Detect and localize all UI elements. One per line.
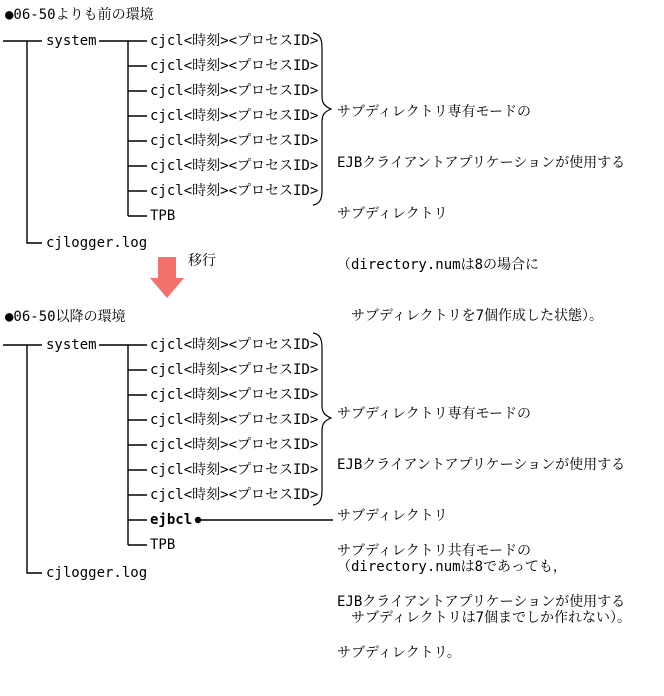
- before-subdir-label: cjcl<時刻><プロセスID>: [150, 33, 319, 49]
- before-tpb-label: TPB: [150, 208, 176, 224]
- after-subdir-label: cjcl<時刻><プロセスID>: [150, 487, 319, 503]
- ejbcl-connector-dot: [195, 517, 201, 523]
- migration-label: 移行: [188, 253, 216, 269]
- after-subdir-label: cjcl<時刻><プロセスID>: [150, 437, 319, 453]
- before-subdir-label: cjcl<時刻><プロセスID>: [150, 58, 319, 74]
- annotation-line: サブディレクトリ専有モードの: [337, 104, 532, 120]
- before-annotation: [337, 70, 625, 359]
- after-log-label: cjlogger.log: [46, 565, 148, 581]
- annotation-line: サブディレクトリ。: [337, 645, 461, 661]
- annotation-line: （directory.numは8であっても，: [337, 559, 567, 575]
- annotation-line: サブディレクトリ共有モードの: [337, 543, 532, 559]
- before-subdir-label: cjcl<時刻><プロセスID>: [150, 83, 319, 99]
- after-tree-lines: [3, 345, 147, 573]
- before-title: ●06-50よりも前の環境: [5, 7, 154, 23]
- after-annotation-shared: [337, 509, 625, 696]
- annotation-line: EJBクライアントアプリケーションが使用する: [337, 155, 626, 171]
- annotation-line: サブディレクトリ: [337, 508, 448, 524]
- annotation-line: サブディレクトリを7個作成した状態）。: [337, 308, 604, 324]
- after-ejbcl-label: ejbcl: [150, 512, 193, 528]
- migration-arrow-icon: [150, 257, 184, 298]
- annotation-line: サブディレクトリは7個までしか作れない）。: [337, 610, 632, 626]
- after-subdir-label: cjcl<時刻><プロセスID>: [150, 462, 319, 478]
- after-subdir-label: cjcl<時刻><プロセスID>: [150, 337, 319, 353]
- before-subdir-label: cjcl<時刻><プロセスID>: [150, 133, 319, 149]
- before-subdir-label: cjcl<時刻><プロセスID>: [150, 158, 319, 174]
- before-tree-lines: [3, 41, 147, 243]
- before-subdir-label: cjcl<時刻><プロセスID>: [150, 183, 319, 199]
- annotation-line: （directory.numは8の場合に: [337, 257, 540, 273]
- annotation-line: サブディレクトリ専有モードの: [337, 406, 532, 422]
- annotation-line: EJBクライアントアプリケーションが使用する: [337, 594, 626, 610]
- after-subdir-label: cjcl<時刻><プロセスID>: [150, 387, 319, 403]
- after-tpb-label: TPB: [150, 537, 176, 553]
- after-subdir-label: cjcl<時刻><プロセスID>: [150, 362, 319, 378]
- before-log-label: cjlogger.log: [46, 235, 148, 251]
- before-subdir-label: cjcl<時刻><プロセスID>: [150, 108, 319, 124]
- annotation-line: EJBクライアントアプリケーションが使用する: [337, 457, 626, 473]
- after-subdir-label: cjcl<時刻><プロセスID>: [150, 412, 319, 428]
- before-system-label: system: [46, 33, 97, 49]
- annotation-line: サブディレクトリ: [337, 206, 448, 222]
- after-title: ●06-50以降の環境: [5, 309, 126, 325]
- after-system-label: system: [46, 337, 97, 353]
